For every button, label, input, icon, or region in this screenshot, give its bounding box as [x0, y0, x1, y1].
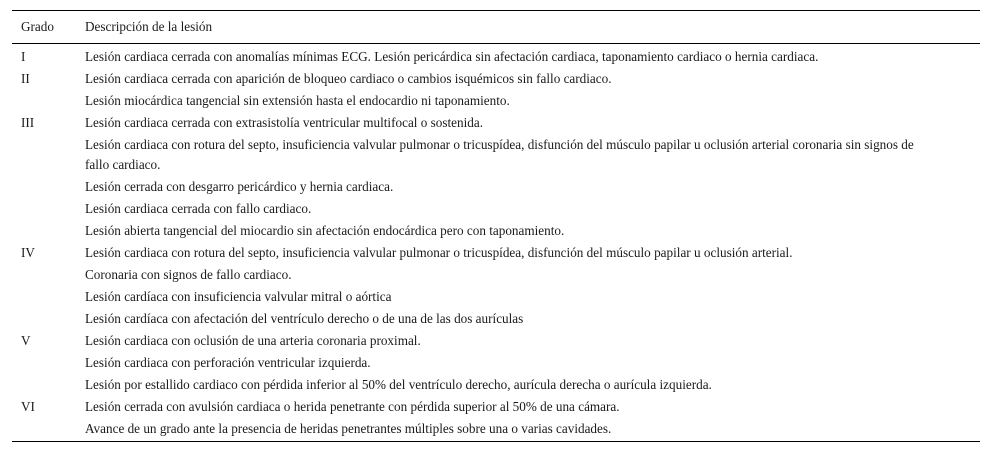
table-row [12, 176, 980, 198]
table-row [12, 44, 980, 69]
description-cell: Lesión cardiaca cerrada con fallo cardiaco. [85, 201, 312, 216]
description-cell: Lesión cerrada con desgarro pericárdico y hernia cardiaca. [85, 179, 394, 194]
injury-grade-table [12, 10, 980, 442]
grade-cell: III [21, 115, 35, 130]
grade-cell [12, 286, 84, 308]
grade-cell: IV [21, 245, 35, 260]
grade-cell: V [21, 333, 31, 348]
description-cell: Lesión cardiaca con rotura del septo, insuficiencia valvular pulmonar o tricuspídea, disfunción del músculo papilar u oclusión arterial coronaria sin signos de fallo cardiaco. [85, 137, 914, 172]
grade-cell [12, 308, 84, 330]
injury-grade-table-container [12, 10, 980, 442]
description-cell: Lesión cardiaca con rotura del septo, insuficiencia valvular pulmonar o tricuspídea, disfunción del músculo papilar u oclusión arterial. [85, 245, 793, 260]
grade-cell [12, 134, 84, 176]
table-row [12, 264, 980, 286]
table-row [12, 198, 980, 220]
table-row [12, 308, 980, 330]
table-row [12, 396, 980, 418]
description-cell: Lesión miocárdica tangencial sin extensión hasta el endocardio ni taponamiento. [85, 93, 510, 108]
table-row [12, 134, 980, 176]
grade-cell: II [21, 71, 30, 86]
description-cell: Lesión abierta tangencial del miocardio sin afectación endocárdica pero con taponamiento. [85, 223, 565, 238]
table-row [12, 374, 980, 396]
description-cell: Coronaria con signos de fallo cardiaco. [85, 267, 292, 282]
table-row [12, 352, 980, 374]
header-grade: Grado [12, 11, 84, 44]
table-body [12, 44, 980, 442]
grade-cell [12, 220, 84, 242]
grade-cell [12, 352, 84, 374]
header-row [12, 11, 980, 44]
description-cell: Lesión cardiaca cerrada con aparición de bloqueo cardiaco o cambios isquémicos sin fallo cardiaco. [85, 71, 612, 86]
description-cell: Lesión cardiaca con oclusión de una arteria coronaria proximal. [85, 333, 421, 348]
table-row [12, 286, 980, 308]
grade-cell [12, 198, 84, 220]
description-cell: Lesión cardiaca cerrada con extrasistolía ventricular multifocal o sostenida. [85, 115, 484, 130]
table-row [12, 220, 980, 242]
table-row [12, 418, 980, 442]
table-row [12, 330, 980, 352]
grade-cell [12, 374, 84, 396]
table-header [12, 11, 980, 44]
description-cell: Lesión cerrada con avulsión cardiaca o herida penetrante con pérdida superior al 50% de una cámara. [85, 399, 620, 414]
description-cell: Lesión por estallido cardiaco con pérdida inferior al 50% del ventrículo derecho, aurícula derecha o aurícula izquierda. [85, 377, 712, 392]
grade-cell [12, 264, 84, 286]
grade-cell [12, 176, 84, 198]
table-row [12, 242, 980, 264]
description-cell: Avance de un grado ante la presencia de heridas penetrantes múltiples sobre una o varias cavidades. [84, 418, 980, 442]
grade-cell [12, 418, 84, 442]
grade-cell: I [21, 49, 26, 64]
grade-cell [12, 90, 84, 112]
table-row [12, 112, 980, 134]
grade-cell: VI [21, 399, 35, 414]
table-row [12, 90, 980, 112]
description-cell: Lesión cardiaca con perforación ventricular izquierda. [85, 355, 371, 370]
description-cell: Lesión cardíaca con afectación del ventrículo derecho o de una de las dos aurículas [85, 311, 524, 326]
description-cell: Lesión cardíaca con insuficiencia valvular mitral o aórtica [85, 289, 392, 304]
description-cell: Lesión cardiaca cerrada con anomalías mínimas ECG. Lesión pericárdica sin afectación cardiaca, taponamiento cardiaco o hernia cardiaca. [85, 49, 819, 64]
table-row [12, 68, 980, 90]
header-description: Descripción de la lesión [84, 11, 980, 44]
